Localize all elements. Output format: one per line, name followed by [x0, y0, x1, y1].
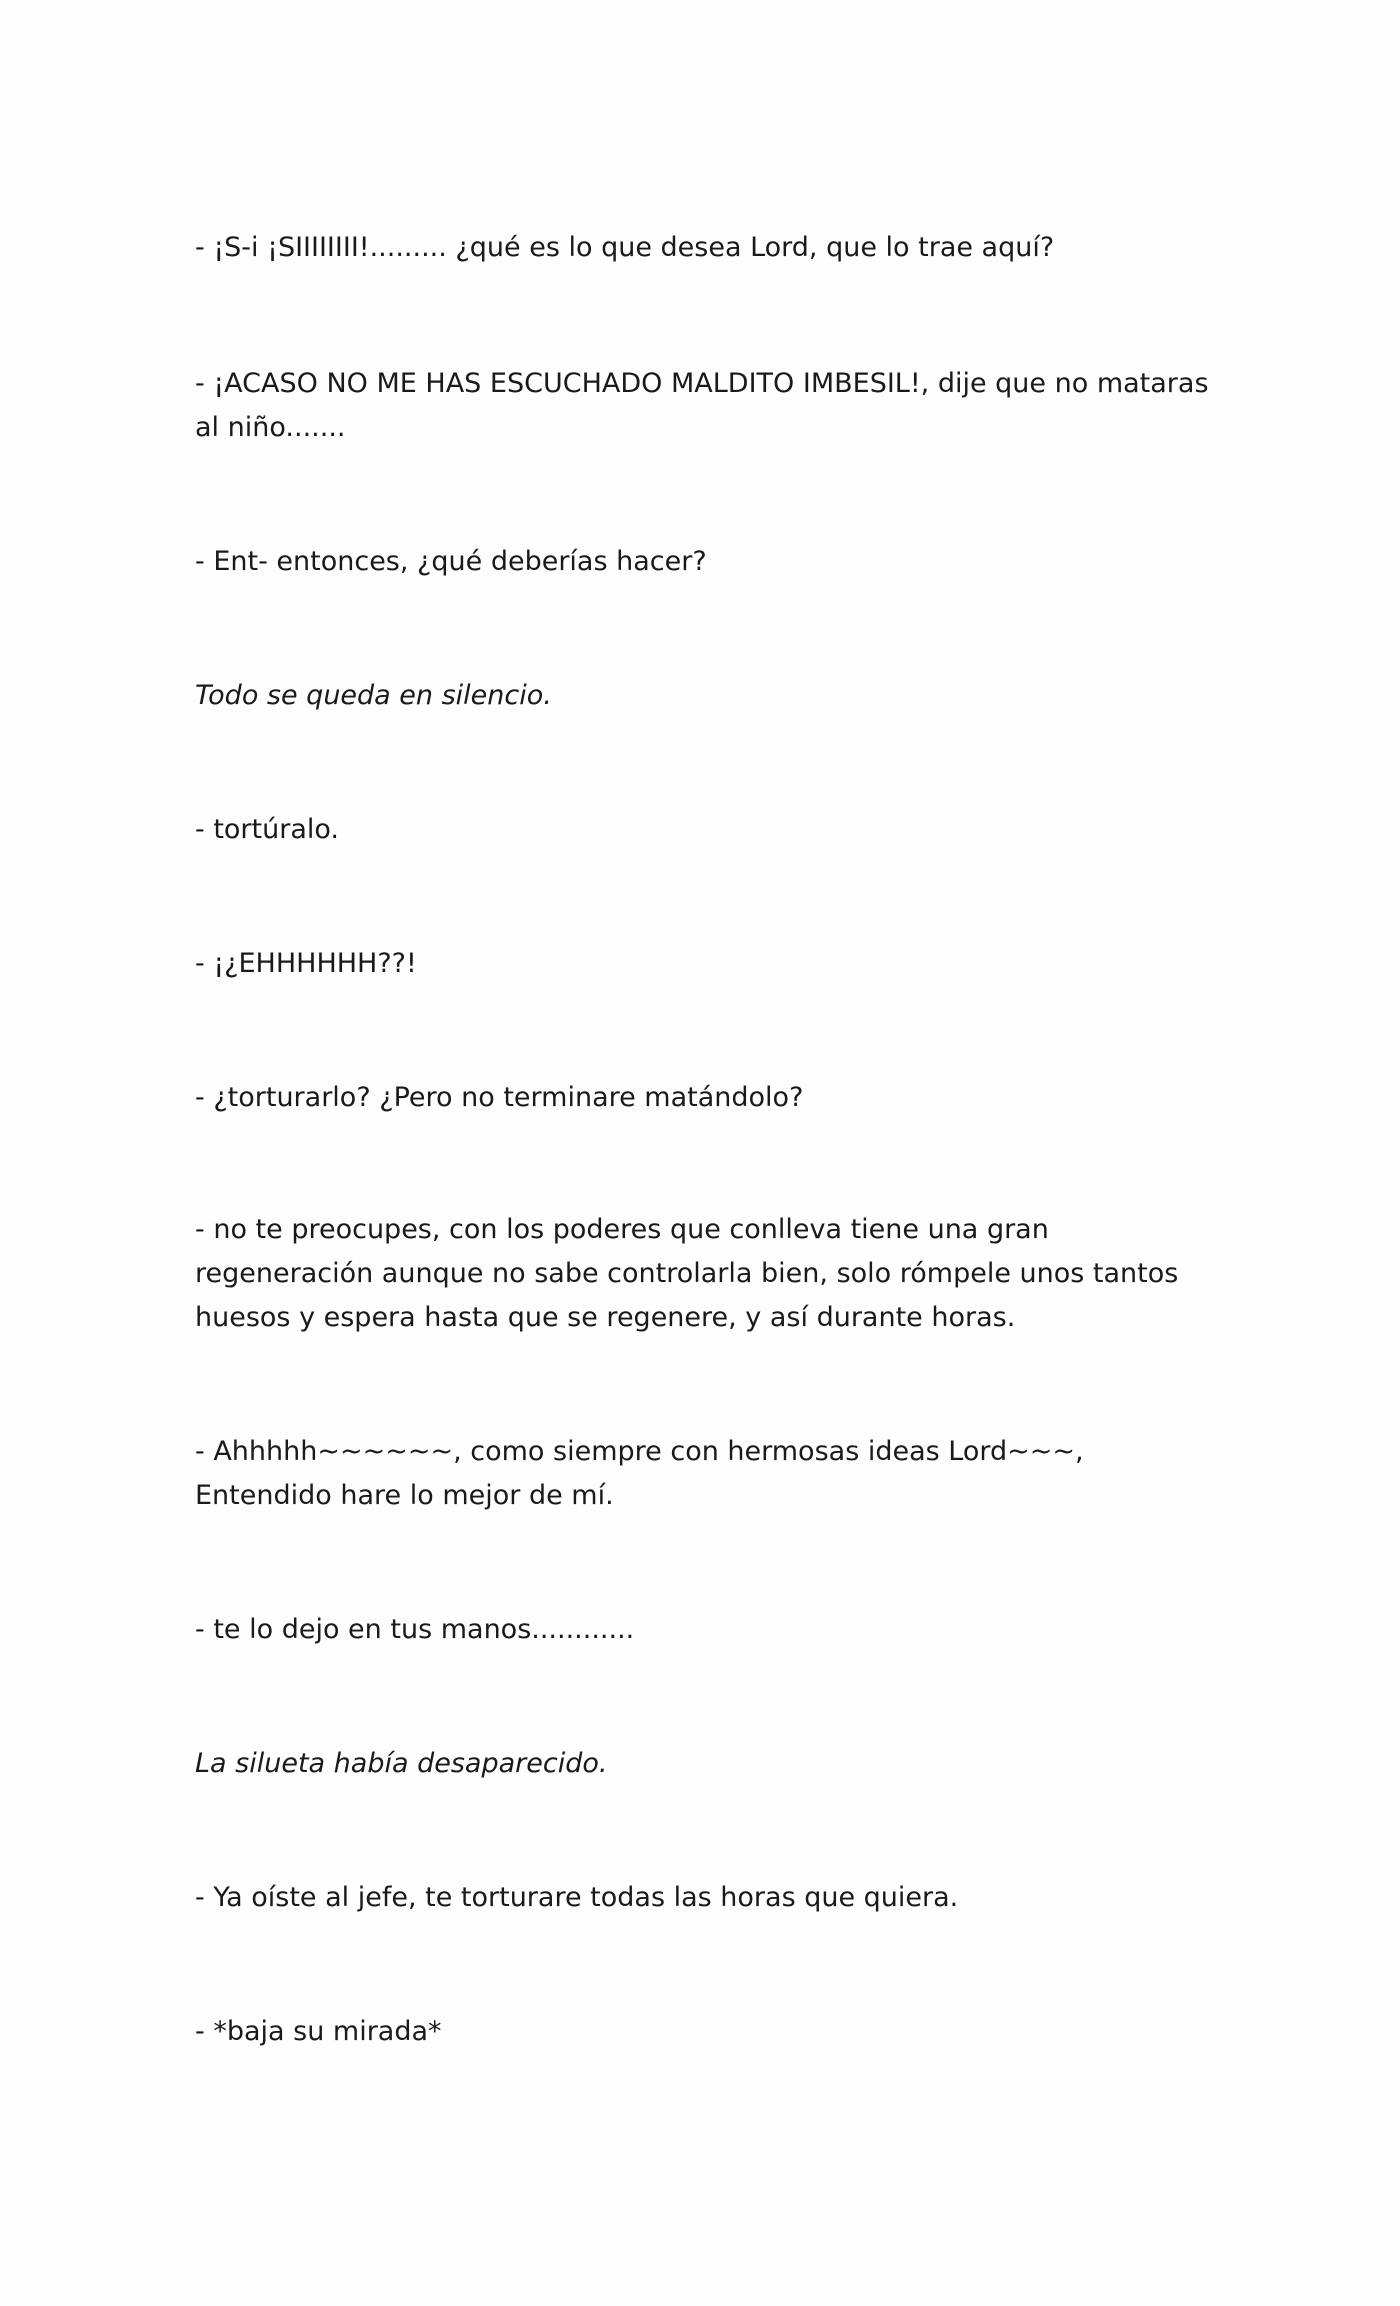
dialogue-line-7: - no te preocupes, con los poderes que conlleva tiene una gran regeneración aunque no sabe controlarla bien, solo rómpele unos tantos huesos y espera hasta que se regenere, y así durante horas. — [195, 1214, 1179, 1333]
dialogue-line-8: - Ahhhhh~~~~~~, como siempre con hermosas ideas Lord~~~, Entendido hare lo mejor de mí. — [195, 1436, 1084, 1511]
dialogue-line-1: - ¡S-i ¡SIIIIIIII!......... ¿qué es lo que desea Lord, que lo trae aquí? — [195, 232, 1055, 263]
dialogue-line-11: - *baja su mirada* — [195, 2016, 442, 2047]
dialogue-line-3: - Ent- entonces, ¿qué deberías hacer? — [195, 546, 707, 577]
narration-line-2: La silueta había desaparecido. — [195, 1748, 608, 1779]
dialogue-line-9: - te lo dejo en tus manos............ — [195, 1614, 635, 1645]
narration-line-1: Todo se queda en silencio. — [195, 680, 552, 711]
dialogue-line-6: - ¿torturarlo? ¿Pero no terminare matándolo? — [195, 1082, 804, 1113]
dialogue-line-10: - Ya oíste al jefe, te torturare todas las horas que quiera. — [195, 1882, 959, 1913]
dialogue-line-4: - tortúralo. — [195, 814, 340, 845]
dialogue-line-2: - ¡ACASO NO ME HAS ESCUCHADO MALDITO IMBESIL!, dije que no mataras al niño....... — [195, 368, 1209, 443]
dialogue-line-5: - ¡¿EHHHHHH??! — [195, 948, 417, 979]
